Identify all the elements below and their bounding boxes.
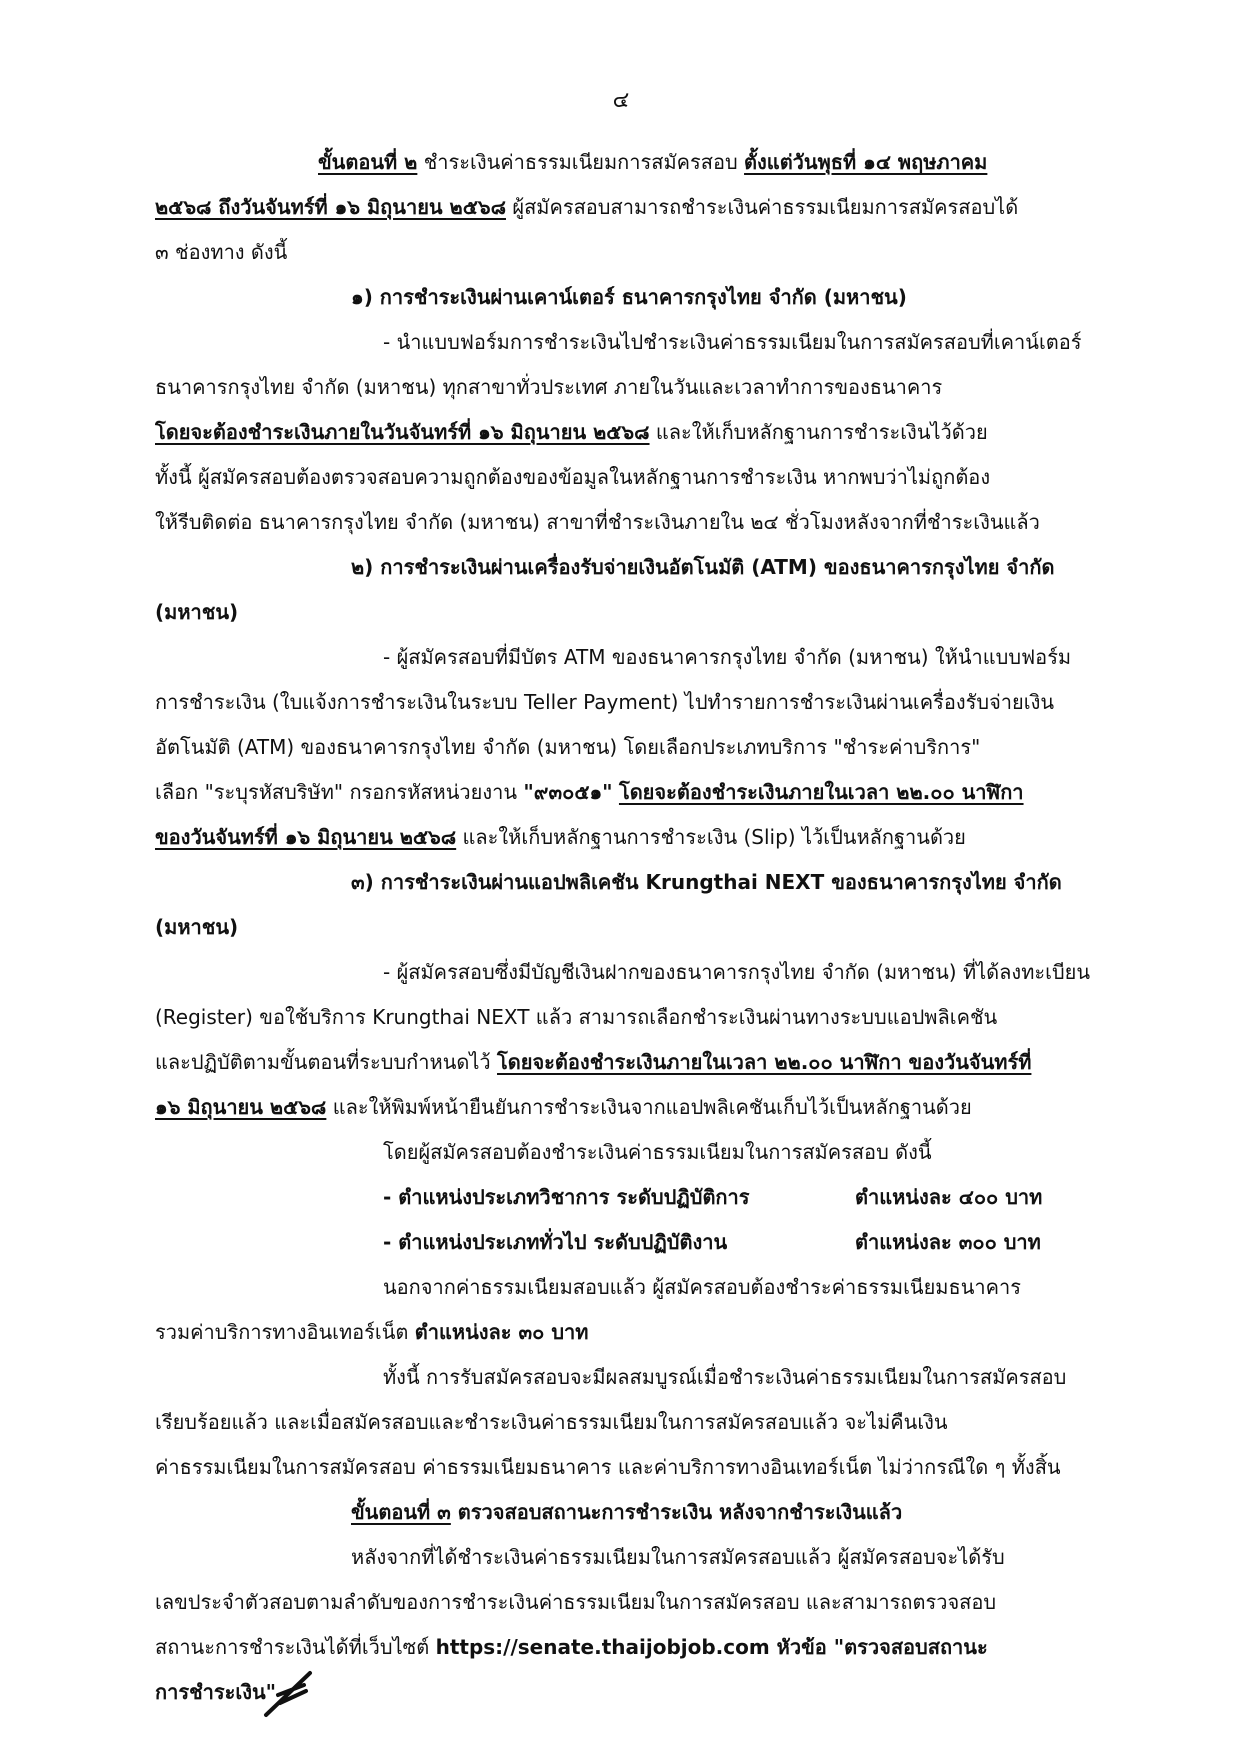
bank-fee-line2: รวมค่าบริการทางอินเทอร์เน็ต ตำแหน่งละ ๓๐ บาท [155,1320,589,1344]
step3-line3: สถานะการชำระเงินได้ที่เว็บไซต์ https://senate.thaijobjob.com หัวข้อ "ตรวจสอบสถานะ [155,1635,988,1659]
bank-fee-amount: ตำแหน่งละ ๓๐ บาท [414,1320,589,1344]
note-line3: ค่าธรรมเนียมในการสมัครสอบ ค่าธรรมเนียมธนาคาร และค่าบริการทางอินเทอร์เน็ต ไม่ว่ากรณีใด ๆ ทั้งสิ้น [155,1455,1061,1479]
channel2-line4: เลือก "ระบุรหัสบริษัท" กรอกรหัสหน่วยงาน "๙๓๐๕๑" โดยจะต้องชำระเงินภายในเวลา ๒๒.๐๐ นาฬิกา [155,780,1024,804]
step2-date-end: ๒๕๖๘ ถึงวันจันทร์ที่ ๑๖ มิถุนายน ๒๕๖๘ [155,195,506,219]
step3-line1: หลังจากที่ได้ชำระเงินค่าธรรมเนียมในการสมัครสอบแล้ว ผู้สมัครสอบจะได้รับ [351,1545,1005,1569]
fee-item [155,1177,1125,1221]
step2-line2: ๒๕๖๘ ถึงวันจันทร์ที่ ๑๖ มิถุนายน ๒๕๖๘ ผู้สมัครสอบสามารถชำระเงินค่าธรรมเนียมการสมัครสอบได้ [155,195,1019,219]
channel3-line1: - ผู้สมัครสอบซึ่งมีบัญชีเงินฝากของธนาคารกรุงไทย จำกัด (มหาชน) ที่ได้ลงทะเบียน [383,960,1091,984]
channel3-line2: (Register) ขอใช้บริการ Krungthai NEXT แล้ว สามารถเลือกชำระเงินผ่านทางระบบแอปพลิเคชัน [155,1005,998,1029]
channel3-deadline-date: ๑๖ มิถุนายน ๒๕๖๘ [155,1095,327,1119]
channel1-deadline: โดยจะต้องชำระเงินภายในวันจันทร์ที่ ๑๖ มิถุนายน ๒๕๖๘ [155,420,650,444]
channel3-deadline-time: โดยจะต้องชำระเงินภายในเวลา ๒๒.๐๐ นาฬิกา ของวันจันทร์ที่ [497,1050,1032,1074]
fee-position: - ตำแหน่งประเภททั่วไป ระดับปฏิบัติงาน [383,1230,728,1254]
channel3-line4: ๑๖ มิถุนายน ๒๕๖๘ และให้พิมพ์หน้ายืนยันการชำระเงินจากแอปพลิเคชันเก็บไว้เป็นหลักฐานด้วย [155,1095,972,1119]
channel2-line1: - ผู้สมัครสอบที่มีบัตร ATM ของธนาคารกรุงไทย จำกัด (มหาชน) ให้นำแบบฟอร์ม [383,645,1072,669]
step3-heading: ขั้นตอนที่ ๓ [351,1500,451,1524]
step2-date-start: ตั้งแต่วันพุธที่ ๑๔ พฤษภาคม [744,150,988,174]
channel1-line1: - นำแบบฟอร์มการชำระเงินไปชำระเงินค่าธรรมเนียมในการสมัครสอบที่เคาน์เตอร์ [383,330,1082,354]
page-number: ๔ [612,88,630,113]
note-line1: ทั้งนี้ การรับสมัครสอบจะมีผลสมบูรณ์เมื่อชำระเงินค่าธรรมเนียมในการสมัครสอบ [383,1365,1067,1389]
step2-line3: ๓ ช่องทาง ดังนี้ [155,240,288,264]
note-line2: เรียบร้อยแล้ว และเมื่อสมัครสอบและชำระเงินค่าธรรมเนียมในการสมัครสอบแล้ว จะไม่คืนเงิน [155,1410,948,1434]
channel3-line3: และปฏิบัติตามขั้นตอนที่ระบบกำหนดไว้ โดยจะต้องชำระเงินภายในเวลา ๒๒.๐๐ นาฬิกา ของวันจันทร์ที่ [155,1050,1032,1074]
step2-line1: ขั้นตอนที่ ๒ ชำระเงินค่าธรรมเนียมการสมัครสอบ ตั้งแต่วันพุธที่ ๑๔ พฤษภาคม [318,150,988,174]
fee-item [155,1222,1125,1266]
channel3-title-cont: (มหาชน) [155,915,239,939]
step2-heading: ขั้นตอนที่ ๒ [318,150,418,174]
fee-position: - ตำแหน่งประเภทวิชาการ ระดับปฏิบัติการ [383,1185,750,1209]
fees-intro: โดยผู้สมัครสอบต้องชำระเงินค่าธรรมเนียมในการสมัครสอบ ดังนี้ [383,1140,932,1164]
channel2-line3: อัตโนมัติ (ATM) ของธนาคารกรุงไทย จำกัด (มหาชน) โดยเลือกประเภทบริการ "ชำระค่าบริการ" [155,735,981,759]
channel1-title: ๑) การชำระเงินผ่านเคาน์เตอร์ ธนาคารกรุงไทย จำกัด (มหาชน) [351,285,907,309]
step3-heading-line: ขั้นตอนที่ ๓ ตรวจสอบสถานะการชำระเงิน หลังจากชำระเงินแล้ว [351,1500,903,1524]
fee-amount: ตำแหน่งละ ๓๐๐ บาท [855,1230,1041,1254]
fee-amount: ตำแหน่งละ ๔๐๐ บาท [855,1185,1043,1209]
initial-signature-mark [258,1655,318,1725]
step3-line2: เลขประจำตัวสอบตามลำดับของการชำระเงินค่าธรรมเนียมในการสมัครสอบ และสามารถตรวจสอบ [155,1590,997,1614]
channel2-line5: ของวันจันทร์ที่ ๑๖ มิถุนายน ๒๕๖๘ และให้เก็บหลักฐานการชำระเงิน (Slip) ไว้เป็นหลักฐานด้วย [155,825,966,849]
channel1-line5: ให้รีบติดต่อ ธนาคารกรุงไทย จำกัด (มหาชน) สาขาที่ชำระเงินภายใน ๒๔ ชั่วโมงหลังจากที่ชำระเงินแล้ว [155,510,1040,534]
channel2-deadline-date: ของวันจันทร์ที่ ๑๖ มิถุนายน ๒๕๖๘ [155,825,457,849]
channel2-deadline-time: โดยจะต้องชำระเงินภายในเวลา ๒๒.๐๐ นาฬิกา [618,780,1024,804]
channel2-line2: การชำระเงิน (ใบแจ้งการชำระเงินในระบบ Teller Payment) ไปทำรายการชำระเงินผ่านเครื่องรับจ่ายเงิน [155,690,1055,714]
bank-fee-line1: นอกจากค่าธรรมเนียมสอบแล้ว ผู้สมัครสอบต้องชำระค่าธรรมเนียมธนาคาร [383,1275,1021,1299]
channel3-title: ๓) การชำระเงินผ่านแอปพลิเคชัน Krungthai NEXT ของธนาคารกรุงไทย จำกัด [351,870,1062,894]
step3-line4: การชำระเงิน" [155,1680,277,1704]
channel2-title: ๒) การชำระเงินผ่านเครื่องรับจ่ายเงินอัตโนมัติ (ATM) ของธนาคารกรุงไทย จำกัด [351,555,1055,579]
website-link: https://senate.thaijobjob.com หัวข้อ "ตรวจสอบสถานะ [435,1635,988,1659]
channel1-line3: โดยจะต้องชำระเงินภายในวันจันทร์ที่ ๑๖ มิถุนายน ๒๕๖๘ และให้เก็บหลักฐานการชำระเงินไว้ด้วย [155,420,988,444]
channel1-line4: ทั้งนี้ ผู้สมัครสอบต้องตรวจสอบความถูกต้องของข้อมูลในหลักฐานการชำระเงิน หากพบว่าไม่ถูกต้อง [155,465,991,489]
channel1-line2: ธนาคารกรุงไทย จำกัด (มหาชน) ทุกสาขาทั่วประเทศ ภายในวันและเวลาทำการของธนาคาร [155,375,943,399]
agency-code: "๙๓๐๕๑" [523,780,613,804]
channel2-title-cont: (มหาชน) [155,600,239,624]
